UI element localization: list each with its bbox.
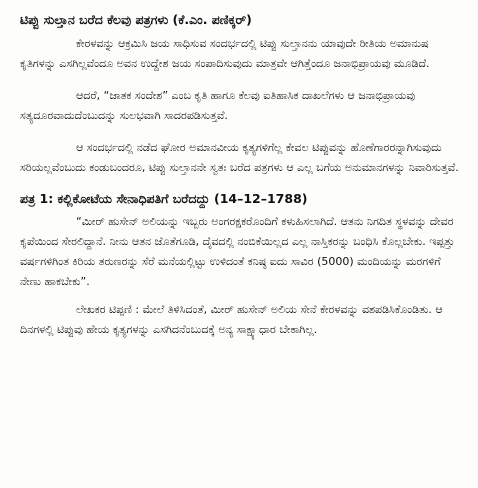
spacer	[20, 292, 460, 300]
document-title: ಟಿಪ್ಪು ಸುಲ್ತಾನ ಬರೆದ ಕೆಲವು ಪತ್ರಗಳು (ಕೆ.ಎಂ. ಪಣಿಕ್ಕರ್)	[20, 12, 252, 27]
spacer	[20, 74, 460, 86]
paragraph-3: ಆ ಸಂದರ್ಭದಲ್ಲಿ ನಡೆದ ಘೋರ ಅಮಾನವೀಯ ಕೃತ್ಯಗಳಿಗೆಲ್ಲ ಕೇವಲ ಟಿಪ್ಪುವನ್ನು ಹೊಣೆಗಾರರನ್ನಾಗಿಸುವುದು ಸರಿಯಲ್ಲವೆಂಬುದು ಕಂಡುಬಂದರೂ, ಟಿಪ್ಪು ಸುಲ್ತಾನನೇ ಸ್ವತಃ ಬರೆದ ಪತ್ರಗಳು ಆ ಎಲ್ಲ ಬಗೆಯ ಅನುಮಾನಗಳನ್ನು ನಿವಾರಿಸುತ್ತವೆ.	[20, 141, 459, 174]
spacer	[20, 126, 460, 138]
section-title: ಪತ್ರ 1: ಕಲ್ಲಿಕೋಟೆಯ ಸೇನಾಧಿಪತಿಗೆ ಬರೆದದ್ದು (14–12–1788)	[20, 191, 308, 206]
spacer	[20, 178, 460, 190]
letter-text: “ಮೀರ್ ಹುಸೇನ್ ಅಲಿಯನ್ನು ಇಬ್ಬರು ಅಂಗರಕ್ಷಕರೊಂದಿಗೆ ಕಳುಹಿಸಲಾಗಿದೆ. ಆತನು ನಿಗದಿತ ಸ್ಥಳವನ್ನು ದೇವರ ಕೃಪೆಯಿಂದ ಸೇರಲಿದ್ದಾನೆ. ನೀನು ಆತನ ಜೊತೆಗೂಡಿ, ದೈವದಲ್ಲಿ ನಂಬಿಕೆಯಿಲ್ಲದ ಎಲ್ಲ ನಾಸ್ತಿಕರನ್ನು ಬಂಧಿಸಿ ಕೊಲ್ಲಬೇಕು. ಇಪ್ಪತ್ತು ವರ್ಷಗಳಿಗಿಂತ ಕಿರಿಯ ತರುಣರನ್ನು ಸೆರೆ ಮನೆಯಲ್ಲಿಟ್ಟು ಉಳಿದಂತೆ ಕನಿಷ್ಠ ಐದು ಸಾವಿರ (5000) ಮಂದಿಯನ್ನು ಮರಗಳಿಗೆ ನೇಣು ಹಾಕಬೇಕು”.	[20, 215, 455, 288]
author-note: ಲೇಖಕರ ಟಿಪ್ಪಣಿ : ಮೇಲೆ ತಿಳಿಸಿದಂತೆ, ಮೀರ್ ಹುಸೇನ್ ಅಲಿಯ ಸೇನೆ ಕೇರಳವನ್ನು ವಶಪಡಿಸಿಕೊಂಡಿತು. ಆ ದಿನಗಳಲ್ಲಿ ಟಿಪ್ಪುವು ಹೇಯ ಕೃತ್ಯಗಳನ್ನು ಎಸಗಿದನೆಂಬುದಕ್ಕೆ ಅನ್ಯ ಸಾಕ್ಷ್ಯಾಧಾರ ಬೇಕಾಗಿಲ್ಲ.	[20, 303, 443, 336]
paragraph-1: ಕೇರಳವನ್ನು ಆಕ್ರಮಿಸಿ ಜಯ ಸಾಧಿಸುವ ಸಂದರ್ಭದಲ್ಲಿ ಟಿಪ್ಪು ಸುಲ್ತಾನನು ಯಾವುದೇ ರೀತಿಯ ಅಮಾನುಷ ಕೃತಿಗಳನ್ನು ಎಸಗಿಲ್ಲವೆಂದೂ ಅವನ ಉದ್ದೇಶ ಜಯ ಸಂಪಾದಿಸುವುದು ಮಾತ್ರವೇ ಆಗಿತ್ತೆಂದೂ ಜನಾಭಿಪ್ರಾಯವು ಮೂಡಿದೆ.	[20, 37, 430, 70]
paragraph-2: ಆದರೆ, “ಜಾತಕ ಸಂದೇಶ” ಎಂಬ ಕೃತಿ ಹಾಗೂ ಕೆಲವು ಐತಿಹಾಸಿಕ ದಾಖಲೆಗಳು ಆ ಜನಾಭಿಪ್ರಾಯವು ಸತ್ಯದೂರವಾದುದೆಂಬುದನ್ನು ಸುಲಭವಾಗಿ ಸಾದರಪಡಿಸುತ್ತವೆ.	[20, 89, 416, 122]
